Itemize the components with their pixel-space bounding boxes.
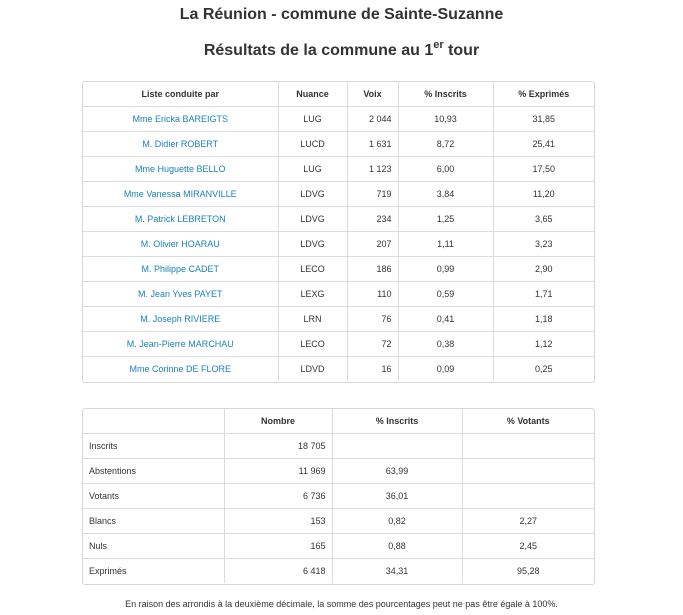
candidate-link[interactable]: Mme Huguette BELLO <box>83 157 278 182</box>
table-row <box>83 509 594 534</box>
column-header-pct-votants: % Votants <box>462 409 594 434</box>
pct-exprimes-cell: 17,50 <box>493 157 594 182</box>
pct-inscrits-cell: 8,72 <box>398 132 493 157</box>
table-row <box>83 132 594 157</box>
voix-cell: 719 <box>347 182 398 207</box>
pct-inscrits-cell: 0,99 <box>398 257 493 282</box>
pct-exprimes-cell: 1,18 <box>493 307 594 332</box>
voix-cell: 234 <box>347 207 398 232</box>
candidate-link[interactable]: Mme Vanessa MIRANVILLE <box>83 182 278 207</box>
voix-cell: 72 <box>347 332 398 357</box>
page-subtitle <box>0 39 683 60</box>
table-header-row <box>83 82 594 107</box>
nuance-cell: LUG <box>278 107 347 132</box>
pct-inscrits-cell: 0,88 <box>332 534 462 559</box>
nuance-cell: LRN <box>278 307 347 332</box>
pct-inscrits-cell: 0,82 <box>332 509 462 534</box>
candidate-link[interactable]: M. Jean Yves PAYET <box>83 282 278 307</box>
pct-inscrits-cell: 34,31 <box>332 559 462 584</box>
pct-votants-cell <box>462 434 594 459</box>
table-row <box>83 182 594 207</box>
column-header-pct-exprimes: % Exprimés <box>493 82 594 107</box>
pct-inscrits-cell: 1,25 <box>398 207 493 232</box>
pct-inscrits-cell <box>332 434 462 459</box>
voix-cell: 110 <box>347 282 398 307</box>
voix-cell: 1 631 <box>347 132 398 157</box>
candidate-link[interactable]: Mme Ericka BAREIGTS <box>83 107 278 132</box>
pct-exprimes-cell: 1,12 <box>493 332 594 357</box>
nuance-cell: LECO <box>278 332 347 357</box>
row-label: Votants <box>83 484 224 509</box>
table-row <box>83 534 594 559</box>
candidate-link[interactable]: Mme Corinne DE FLORE <box>83 357 278 382</box>
table-row <box>83 282 594 307</box>
turnout-summary-table <box>82 408 595 585</box>
table-row <box>83 107 594 132</box>
row-label: Exprimés <box>83 559 224 584</box>
nuance-cell: LDVG <box>278 207 347 232</box>
nombre-cell: 153 <box>224 509 332 534</box>
pct-votants-cell: 2,27 <box>462 509 594 534</box>
nombre-cell: 165 <box>224 534 332 559</box>
candidate-link[interactable]: M. Jean-Pierre MARCHAU <box>83 332 278 357</box>
table-row <box>83 257 594 282</box>
pct-exprimes-cell: 11,20 <box>493 182 594 207</box>
candidate-link[interactable]: M. Philippe CADET <box>83 257 278 282</box>
row-label: Nuls <box>83 534 224 559</box>
table-row <box>83 357 594 382</box>
nuance-cell: LEXG <box>278 282 347 307</box>
candidate-link[interactable]: M. Didier ROBERT <box>83 132 278 157</box>
voix-cell: 2 044 <box>347 107 398 132</box>
nuance-cell: LECO <box>278 257 347 282</box>
pct-exprimes-cell: 0,25 <box>534 364 553 374</box>
pct-exprimes-cell: 31,85 <box>493 107 594 132</box>
rounding-footnote: En raison des arrondis à la deuxième décimale, la somme des pourcentages peut ne pas être égale à 100%. <box>125 599 558 609</box>
table-row <box>83 434 594 459</box>
nuance-cell: LUCD <box>278 132 347 157</box>
table-row <box>83 484 594 509</box>
voix-cell: 207 <box>347 232 398 257</box>
pct-exprimes-cell: 2,90 <box>493 257 594 282</box>
table-header-row <box>83 409 594 434</box>
column-header-pct-inscrits: % Inscrits <box>332 409 462 434</box>
pct-votants-cell <box>462 484 594 509</box>
candidate-results-table <box>82 81 595 383</box>
table-row <box>83 207 594 232</box>
pct-inscrits-cell: 0,38 <box>398 332 493 357</box>
pct-inscrits-cell: 63,99 <box>332 459 462 484</box>
page-title: La Réunion - commune de Sainte-Suzanne <box>179 6 504 23</box>
nuance-cell: LUG <box>278 157 347 182</box>
pct-exprimes-cell: 25,41 <box>493 132 594 157</box>
table-row <box>83 232 594 257</box>
subtitle-end: tour <box>443 42 480 59</box>
nuance-cell: LDVG <box>278 182 347 207</box>
table-row <box>83 559 594 584</box>
candidate-link[interactable]: M. Patrick LEBRETON <box>83 207 278 232</box>
nombre-cell: 6 418 <box>224 559 332 584</box>
row-label: Inscrits <box>83 434 224 459</box>
nombre-cell: 18 705 <box>224 434 332 459</box>
subtitle-main: Résultats de la commune au 1 <box>203 42 434 59</box>
pct-inscrits-cell: 0,09 <box>398 357 493 382</box>
column-header-list: Liste conduite par <box>83 82 278 107</box>
nombre-cell: 11 969 <box>224 459 332 484</box>
column-header-nuance: Nuance <box>278 82 347 107</box>
voix-cell: 1 123 <box>347 157 398 182</box>
pct-inscrits-cell: 3,84 <box>398 182 493 207</box>
candidate-link[interactable]: M. Joseph RIVIERE <box>83 307 278 332</box>
pct-inscrits-cell: 0,41 <box>398 307 493 332</box>
pct-inscrits-cell: 10,93 <box>398 107 493 132</box>
nuance-cell: LDVD <box>278 357 347 382</box>
pct-inscrits-cell: 36,01 <box>332 484 462 509</box>
pct-inscrits-cell: 6,00 <box>398 157 493 182</box>
pct-exprimes-cell: 3,23 <box>493 232 594 257</box>
voix-cell: 16 <box>347 357 398 382</box>
pct-votants-cell: 2,45 <box>462 534 594 559</box>
column-header-voix: Voix <box>347 82 398 107</box>
voix-cell: 76 <box>347 307 398 332</box>
table-row <box>83 157 594 182</box>
pct-votants-cell: 95,28 <box>516 566 540 576</box>
pct-exprimes-cell: 1,71 <box>493 282 594 307</box>
column-header-nombre: Nombre <box>224 409 332 434</box>
column-header-empty <box>83 409 224 434</box>
table-row <box>83 332 594 357</box>
pct-votants-cell <box>462 459 594 484</box>
table-row <box>83 459 594 484</box>
pct-inscrits-cell: 0,59 <box>398 282 493 307</box>
candidate-link[interactable]: M. Olivier HOARAU <box>83 232 278 257</box>
column-header-pct-inscrits: % Inscrits <box>398 82 493 107</box>
nuance-cell: LDVG <box>278 232 347 257</box>
table-row <box>83 307 594 332</box>
voix-cell: 186 <box>347 257 398 282</box>
subtitle-superscript: er <box>433 39 444 51</box>
pct-inscrits-cell: 1,11 <box>398 232 493 257</box>
row-label: Abstentions <box>83 459 224 484</box>
nombre-cell: 6 736 <box>224 484 332 509</box>
row-label: Blancs <box>83 509 224 534</box>
pct-exprimes-cell: 3,65 <box>493 207 594 232</box>
